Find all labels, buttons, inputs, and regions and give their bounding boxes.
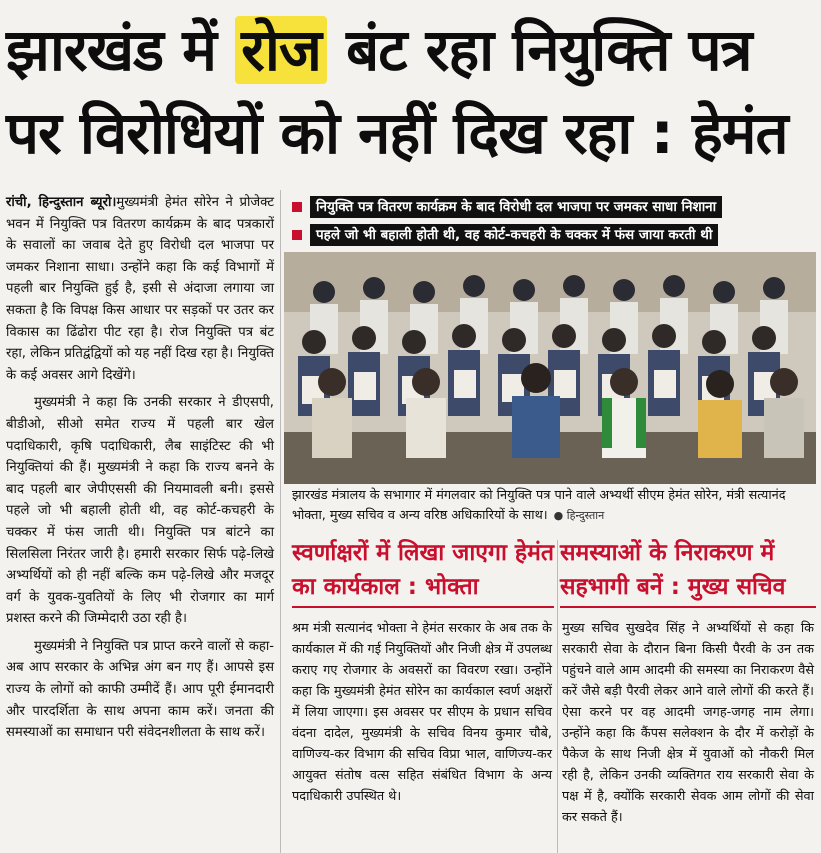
story2-body [292, 618, 552, 807]
headline-line-1 [6, 12, 752, 88]
para-text: मुख्यमंत्री हेमंत सोरेन ने प्रोजेक्ट भवन में नियुक्ति पत्र वितरण कार्यक्रम के बाद पत्रकारों के सवालों का जवाब देते हुए विरोधी दल भाजपा पर जमकर निशाना साधा। उन्होंने कहा कि कई विभागों में पहली बार नियुक्ति हुई है, इसी से अंदाजा लगाया जा सकता है कि विपक्ष किस आधार पर सड़कों पर उतर कर विकास का ढिंढोरा पीट रहा है। रोज नियुक्ति पत्र बंट रहा, लेकिन प्रतिद्वंद्वियों को यह नहीं दिख रहा है। नियुक्ति के कई अवसर आगे दिखेंगे। [6, 195, 274, 383]
photo-credit: ● हिन्दुस्तान [553, 509, 605, 522]
headline [0, 0, 821, 185]
highlight-text: पहले जो भी बहाली होती थी, वह कोर्ट-कचहरी के चक्कर में फंस जाया करती थी [310, 224, 718, 246]
column-divider [557, 540, 558, 853]
headline-text: बंट रहा नियुक्ति पत्र [326, 16, 752, 84]
main-story [6, 192, 274, 750]
bullet-square-icon [292, 230, 302, 240]
group-photo-image [284, 252, 816, 484]
highlight-item [292, 224, 812, 246]
headline-text: झारखंड में [6, 16, 236, 84]
news-photo [284, 252, 816, 484]
column-divider [280, 190, 281, 853]
story2-text: श्रम मंत्री सत्यानंद भोक्ता ने हेमंत सरकार के अब तक के कार्यकाल में की गई नियुक्तियों और निजी क्षेत्र में उपलब्ध कराए गए रोजगार के अवसरों का विवरण रखा। उन्होंने कहा कि मुख्यमंत्री हेमंत सोरेन का कार्यकाल स्वर्ण अक्षरों में लिया जाएगा। इस अवसर पर सीएम के प्रधान सचिव वंदना दादेल, मुख्यमंत्री के सचिव विनय कुमार चौबे, वाणिज्य-कर विभाग की सचिव विप्रा भाल, वाणिज्य-कर आयुक्त संतोष वत्स सहित संबंधित विभाग के अन्य पदाधिकारी उपस्थित थे। [292, 621, 552, 804]
main-story-para-2: मुख्यमंत्री ने कहा कि उनकी सरकार ने डीएसपी, बीडीओ, सीओ समेत राज्य में पहली बार खेल पदाधिकारी, कृषि पदाधिकारी, लैब साइंटिस्ट की भी नियुक्तियां की हैं। मुख्यमंत्री ने कहा कि राज्य बनने के बाद पहली बार जेपीएससी की नियमावली बनी। इससे पहले जो भी बहाली होती थी, वह कोर्ट-कचहरी के चक्कर में फंस जाती थी। नियुक्ति पत्र बांटने का सिलसिला निरंतर जारी है। हमारी सरकार सिर्फ पढ़े-लिखे अभ्यर्थियों को ही नहीं बल्कि कम पढ़े-लिखे और मजदूर वर्ग के युवक-युवतियों के लिए भी रोजगार का मार्ग प्रशस्त करने की जिम्मेदारी उठा रही है। [6, 395, 274, 627]
caption-text: झारखंड मंत्रालय के सभागार में मंगलवार को नियुक्ति पत्र पाने वाले अभ्यर्थी सीएम हेमंत सोरेन, मंत्री सत्यानंद भोक्ता, मुख्य सचिव व अन्य वरिष्ठ अधिकारियों के साथ। [292, 488, 786, 523]
dateline: रांची, हिन्दुस्तान ब्यूरो। [6, 195, 117, 210]
highlight-item [292, 196, 812, 218]
main-story-para-3: मुख्यमंत्री ने नियुक्ति पत्र प्राप्त करने वालों से कहा- अब आप सरकार के अभिन्न अंग बन गए हैं। आपसे इस राज्य के लोगों को काफी उम्मीदें हैं। आप पूरी ईमानदारी और पारदर्शिता के साथ अपना काम करें। जनता की समस्याओं का समाधान परी संवेदनशीलता के साथ करें। [6, 638, 274, 741]
photo-caption [292, 486, 812, 526]
highlights-list [292, 196, 812, 252]
main-story-para-1 [6, 192, 274, 386]
story2-heading: स्वर्णाक्षरों में लिखा जाएगा हेमंत का कार्यकाल : भोक्ता [292, 540, 555, 600]
highlight-text: नियुक्ति पत्र वितरण कार्यक्रम के बाद विरोधी दल भाजपा पर जमकर साधा निशाना [310, 196, 722, 218]
bullet-square-icon [292, 202, 302, 212]
headline-highlight: रोज [235, 16, 327, 84]
story3-body [562, 618, 814, 828]
headline-line-2: पर विरोधियों को नहीं दिख रहा : हेमंत [6, 99, 788, 167]
heading-underline [292, 606, 554, 608]
heading-underline [560, 606, 816, 608]
story3-heading: समस्याओं के निराकरण में सहभागी बनें : मुख्य सचिव [560, 540, 786, 600]
story3-text: मुख्य सचिव सुखदेव सिंह ने अभ्यर्थियों से कहा कि सरकारी सेवा के दौरान बिना किसी पैरवी के उन तक पहुंचने वाले आम आदमी की समस्या का निराकरण वैसे करें जैसे बड़ी पैरवी लेकर आने वाले लोगों की करते हैं। ऐसा करने पर वह आदमी जगह-जगह नाम लेगा। उन्होंने कहा कि कैंपस सलेक्शन के दौर में करोड़ों के पैकेज के साथ निजी क्षेत्र में युवाओं को नौकरी मिल रही है, लेकिन उनकी व्यक्तिगत राय सरकारी सेवा के पक्ष में है, क्योंकि सरकारी सेवक आम लोगों की सेवा कर सकते हैं। [562, 621, 814, 825]
